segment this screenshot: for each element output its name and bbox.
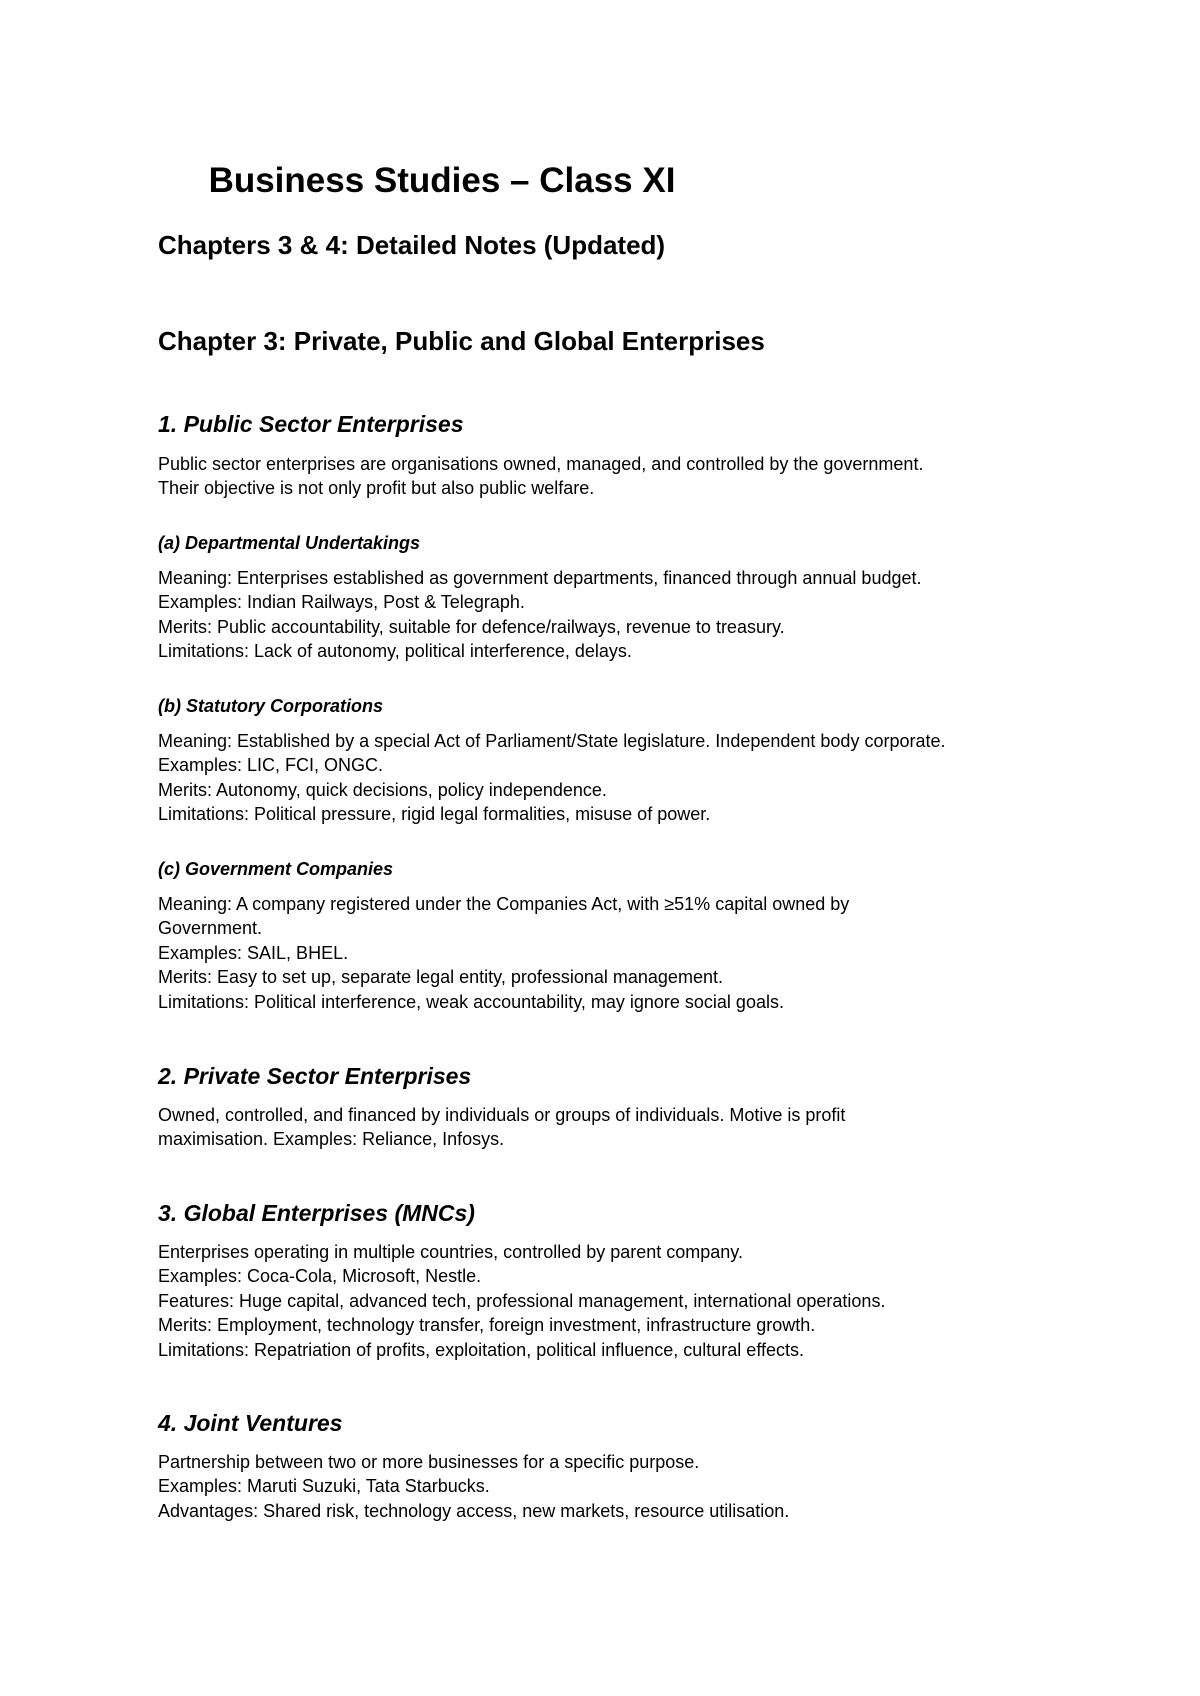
text-line: Public sector enterprises are organisations owned, managed, and controlled by the government. [158,454,924,474]
text-line: Their objective is not only profit but also public welfare. [158,478,595,499]
section-4-heading: 4. Joint Ventures [158,1410,343,1436]
chapter-3-title: Chapter 3: Private, Public and Global Enterprises [158,326,765,356]
section-4-text [158,1450,1078,1523]
section-1-heading: 1. Public Sector Enterprises [158,411,464,437]
subsection-c-text [158,892,1078,1014]
section-2-text [158,1103,1078,1152]
subsection-a-heading: (a) Departmental Undertakings [158,533,421,553]
subsection-a-text [158,566,1078,664]
document-subtitle: Chapters 3 & 4: Detailed Notes (Updated) [158,230,666,260]
text-line: Features: Huge capital, advanced tech, professional management, international operations. [158,1290,886,1311]
text-line: maximisation. Examples: Reliance, Infosys. [158,1129,505,1150]
text-line: Advantages: Shared risk, technology access, new markets, resource utilisation. [158,1500,790,1521]
document-title: Business Studies – Class XI [208,161,676,200]
text-line: Partnership between two or more businesses for a specific purpose. [158,1452,700,1472]
text-line: Government. [158,918,263,939]
text-line: Examples: Indian Railways, Post & Telegraph. [158,592,525,613]
text-line: Limitations: Lack of autonomy, political interference, delays. [158,641,632,662]
text-line: Limitations: Political pressure, rigid legal formalities, misuse of power. [158,804,711,825]
text-line: Owned, controlled, and financed by individuals or groups of individuals. Motive is profit [158,1105,846,1125]
section-1-text [158,452,1078,501]
subsection-c-heading: (c) Government Companies [158,859,394,879]
text-line: Examples: Coca-Cola, Microsoft, Nestle. [158,1266,482,1287]
text-line: Examples: SAIL, BHEL. [158,942,349,963]
text-line: Examples: LIC, FCI, ONGC. [158,755,384,776]
text-line: Enterprises operating in multiple countries, controlled by parent company. [158,1242,743,1262]
text-line: Merits: Easy to set up, separate legal entity, professional management. [158,967,723,988]
text-line: Meaning: A company registered under the Companies Act, with ≥51% capital owned by [158,894,850,914]
subsection-b-heading: (b) Statutory Corporations [158,696,383,716]
section-3-text [158,1240,1078,1362]
text-line: Limitations: Repatriation of profits, exploitation, political influence, cultural effects. [158,1339,805,1360]
text-line: Examples: Maruti Suzuki, Tata Starbucks. [158,1476,490,1497]
subsection-b-text [158,729,1078,827]
text-line: Merits: Autonomy, quick decisions, policy independence. [158,779,607,800]
text-line: Merits: Employment, technology transfer, foreign investment, infrastructure growth. [158,1315,816,1336]
text-line: Meaning: Established by a special Act of Parliament/State legislature. Independent body corporate. [158,731,946,751]
text-line: Limitations: Political interference, weak accountability, may ignore social goals. [158,991,784,1012]
section-2-heading: 2. Private Sector Enterprises [158,1063,472,1089]
text-line: Meaning: Enterprises established as government departments, financed through annual budget. [158,568,922,588]
text-line: Merits: Public accountability, suitable for defence/railways, revenue to treasury. [158,616,785,637]
section-3-heading: 3. Global Enterprises (MNCs) [158,1200,475,1226]
